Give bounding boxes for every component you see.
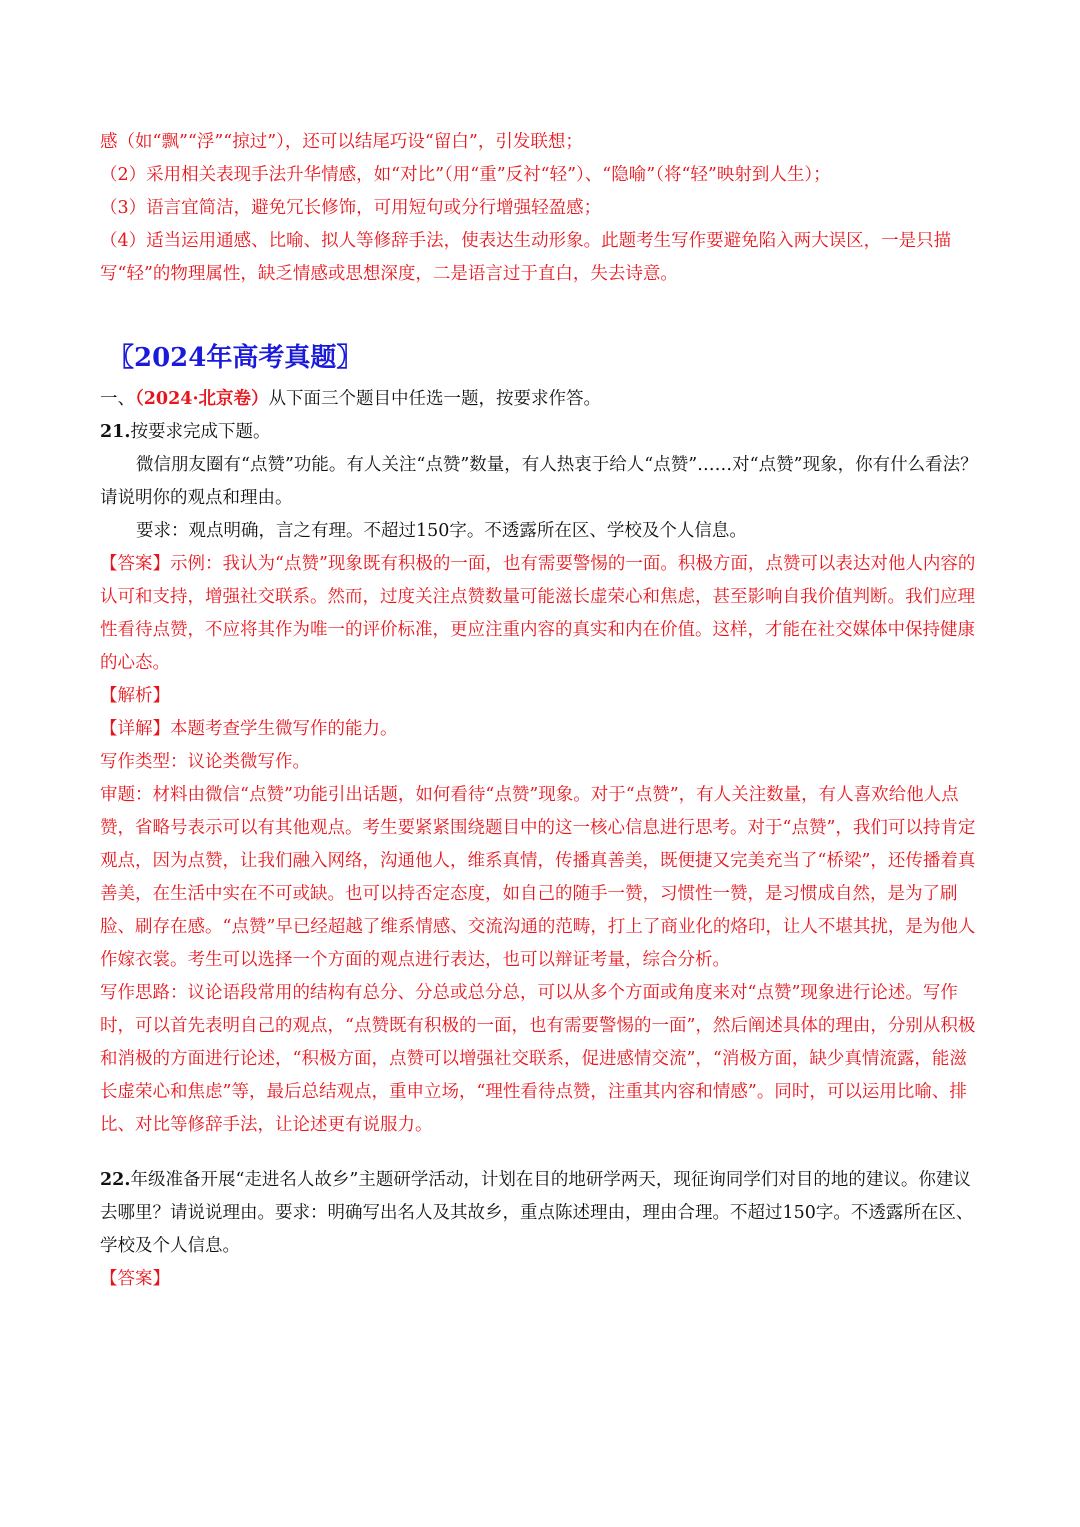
detail-text: 【详解】本题考查学生微写作的能力。 [100,719,398,739]
analysis-label: 【解析】 [100,686,170,706]
question-21-body: 微信朋友圈有“点赞”功能。有人关注“点赞”数量，有人热衷于给人“点赞”……对“点赞”现象，你有什么看法？请说明你的观点和理由。 [100,455,978,508]
question-22-body [100,1164,980,1263]
intro-tips-block [100,126,980,291]
tip-line-2: （2）采用相关表现手法升华情感，如“对比”（用“重”反衬“轻”）、“隐喻”（将“轻”映射到人生）； [100,165,831,185]
writing-approach: 写作思路：议论语段常用的结构有总分、分总或总分总，可以从多个方面或角度来对“点赞”现象进行论述。写作时，可以首先表明自己的观点，“点赞既有积极的一面，也有需要警惕的一面”，然后阐述具体的理由，分别从积极和消极的方面进行论述，“积极方面，点赞可以增强社交联系，促进感情交流”，“消极方面，缺少真情流露，能滋长虚荣心和焦虑”等，最后总结观点，重申立场，“理性看待点赞，注重其内容和情感”。同时，可以运用比喻、排比、对比等修辞手法，让论述更有说服力。 [100,983,976,1135]
question-intro-text: 从下面三个题目中任选一题，按要求作答。 [268,389,602,409]
writing-type: 写作类型：议论类微写作。 [100,752,310,772]
question-22-number: 22. [100,1170,131,1190]
question-21-answer: 【答案】示例：我认为“点赞”现象既有积极的一面，也有需要警惕的一面。积极方面，点赞可以表达对他人内容的认可和支持，增强社交联系。然而，过度关注点赞数量可能滋长虚荣心和焦虑，甚至影响自我价值判断。我们应理性看待点赞，不应将其作为唯一的评价标准，更应注重内容的真实和内在价值。这样，才能在社交媒体中保持健康的心态。 [100,554,976,673]
tip-line-3: （3）语言宜简洁，避免冗长修饰，可用短句或分行增强轻盈感； [100,198,602,218]
question-21-number: 21. [100,422,131,442]
question-22-text: 年级准备开展“走进名人故乡”主题研学活动，计划在目的地研学两天，现征询同学们对目的地的建议。你建议去哪里？请说说理由。要求：明确写出名人及其故乡，重点陈述理由，理由合理。不超过150字。不透露所在区、学校及个人信息。 [100,1170,974,1256]
question-intro-prefix: 一、 [100,389,135,409]
tip-line-4: （4）适当运用通感、比喻、拟人等修辞手法，使表达生动形象。此题考生写作要避免陷入两大误区，一是只描写“轻”的物理属性，缺乏情感或思想深度，二是语言过于直白，失去诗意。 [100,231,952,284]
question-source: （2024·北京卷） [135,389,269,409]
question-21-title-text: 按要求完成下题。 [130,422,271,442]
tip-line-1: 感（如“飘”“浮”“掠过”），还可以结尾巧设“留白”，引发联想； [100,132,583,152]
review-text: 审题：材料由微信“点赞”功能引出话题，如何看待“点赞”现象。对于“点赞”，有人关注数量，有人喜欢给他人点赞，省略号表示可以有其他观点。考生要紧紧围绕题目中的这一核心信息进行思考。对于“点赞”，我们可以持肯定观点，因为点赞，让我们融入网络，沟通他人，维系真情，传播真善美，既便捷又完美充当了“桥梁”，还传播着真善美，在生活中实在不可或缺。也可以持否定态度，如自己的随手一赞，习惯性一赞，是习惯成自然，是为了刷脸、刷存在感。“点赞”早已经超越了维系情感、交流沟通的范畴，打上了商业化的烙印，让人不堪其扰，是为他人作嫁衣裳。考生可以选择一个方面的观点进行表达，也可以辩证考量，综合分析。 [100,785,976,970]
question-intro [100,383,980,416]
document-page [100,126,980,1296]
question-22-answer-label: 【答案】 [100,1269,170,1289]
question-21-title [100,416,980,449]
question-21-requirement: 要求：观点明确，言之有理。不超过150字。不透露所在区、学校及个人信息。 [136,521,747,541]
section-title: 〖2024年高考真题〗 [108,343,363,373]
